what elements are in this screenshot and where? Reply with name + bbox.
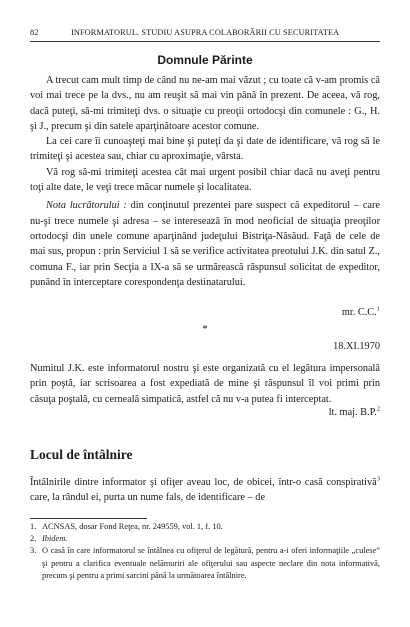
footnote-number: 2. [30, 534, 37, 544]
footnote-text: O casă în care informatorul se întâlnea cu ofiţerul de legătură, pentru a-i oferi informaţiile „culese” şi pentru a clarifica eventuale nelămuriri ale ofiţerului sau aspecte neclare din nota informativă, precum şi pentru a primi sarcini până la următoarea întâlnire. [42, 546, 380, 580]
running-title: INFORMATORUL. STUDIU ASUPRA COLABORĂRII CU SECURITATEA [71, 28, 340, 37]
signature-officer-2 [329, 407, 380, 418]
signature-text: lt. maj. B.P. [328, 407, 377, 418]
footnotes [30, 521, 380, 582]
page-number: 82 [30, 28, 39, 37]
letter-paragraph: La cei care îi cunoaşteţi mai bine şi puteţi da şi date de identificare, vă rog să le trimiteţi şi acestea sau, chiar cu aproximaţie, vârsta. [30, 136, 380, 163]
header-rule [30, 41, 380, 42]
section-paragraph [30, 475, 380, 506]
footnote-text: Ibidem. [42, 534, 68, 544]
section-text-continued: care, la rândul ei, purta un nume fals, de identificare – de [30, 492, 266, 504]
footnote-rule [30, 518, 147, 519]
officer-note [30, 198, 380, 290]
letter-title: Domnule Părinte [157, 53, 253, 67]
footnote-text: ACNSAS, dosar Fond Reţea, nr. 249559, vol. 1, f. 10. [42, 522, 223, 531]
letter-paragraph: Vă rog să-mi trimiteţi acestea cât mai urgent posibil chiar dacă nu aveţi pentru toţi alte date, le veţi trece măcar numele şi localitatea. [30, 166, 380, 194]
section-heading: Locul de întâlnire [30, 447, 133, 462]
letter-paragraph: A trecut cam mult timp de când nu ne-am mai văzut ; cu toate că v-am promis că voi mai trece pe la dvs., nu am reuşit să mai vin până în prezent. De aceea, vă rog, dacă puteţi, să-mi trimiteţi dvs. o situaţie cu preoţii ortodocşi din comunele : G., H. şi J., precum şi din satele aparţinătoare acestor comune. [30, 75, 380, 132]
footnote-number: 1. [30, 522, 37, 531]
footnote [30, 533, 380, 545]
followup-note [30, 361, 380, 407]
section-body [30, 475, 380, 506]
letter-body [30, 73, 380, 290]
section-text: Întâlnirile dintre informator şi ofiţer aveau loc, de obicei, într-o casă conspirativă [30, 477, 377, 488]
signature-text: mr. C.C. [341, 307, 377, 318]
followup-text: Numitul J.K. este informatorul nostru şi este organizată cu el legătura impersonală prin poştă, iar scrisoarea a fost expediată de mine şi răspunsul îl voi primi prin căsuţa poştală, cu cerneală simpatică, astfel că nu v-a putea fi interceptat. [30, 363, 380, 405]
signature-officer-1 [342, 307, 380, 318]
note-label: Nota lucrătorului : [46, 200, 127, 212]
footnote-number: 3. [30, 546, 37, 556]
footnote [30, 545, 380, 582]
footnote-ref: 1 [376, 305, 380, 313]
note-text: din conţinutul prezentei pare suspect că expeditorul – care nu-şi trece numele şi adresa – se interesează în mod neoficial de situaţia preoţilor ortodocşi din unele comune aparţinând judeţului Bistriţa-Năsăud. Faţă de cele de mai sus, propun : prin Serviciul 1 să se verifice activitatea preotului J.K. din satul Z., comuna F., iar prin Secţia a IX-a să se urmărească răspunsul solicitat de expeditor, punând în interceptare corespondenţa destinatarului. [30, 200, 380, 288]
note-date: 18.XI.1970 [333, 341, 380, 352]
footnote-ref: 2 [376, 405, 380, 413]
footnote-ref: 3 [376, 475, 380, 483]
footnote [30, 521, 380, 533]
separator-asterisk: * [202, 323, 208, 335]
